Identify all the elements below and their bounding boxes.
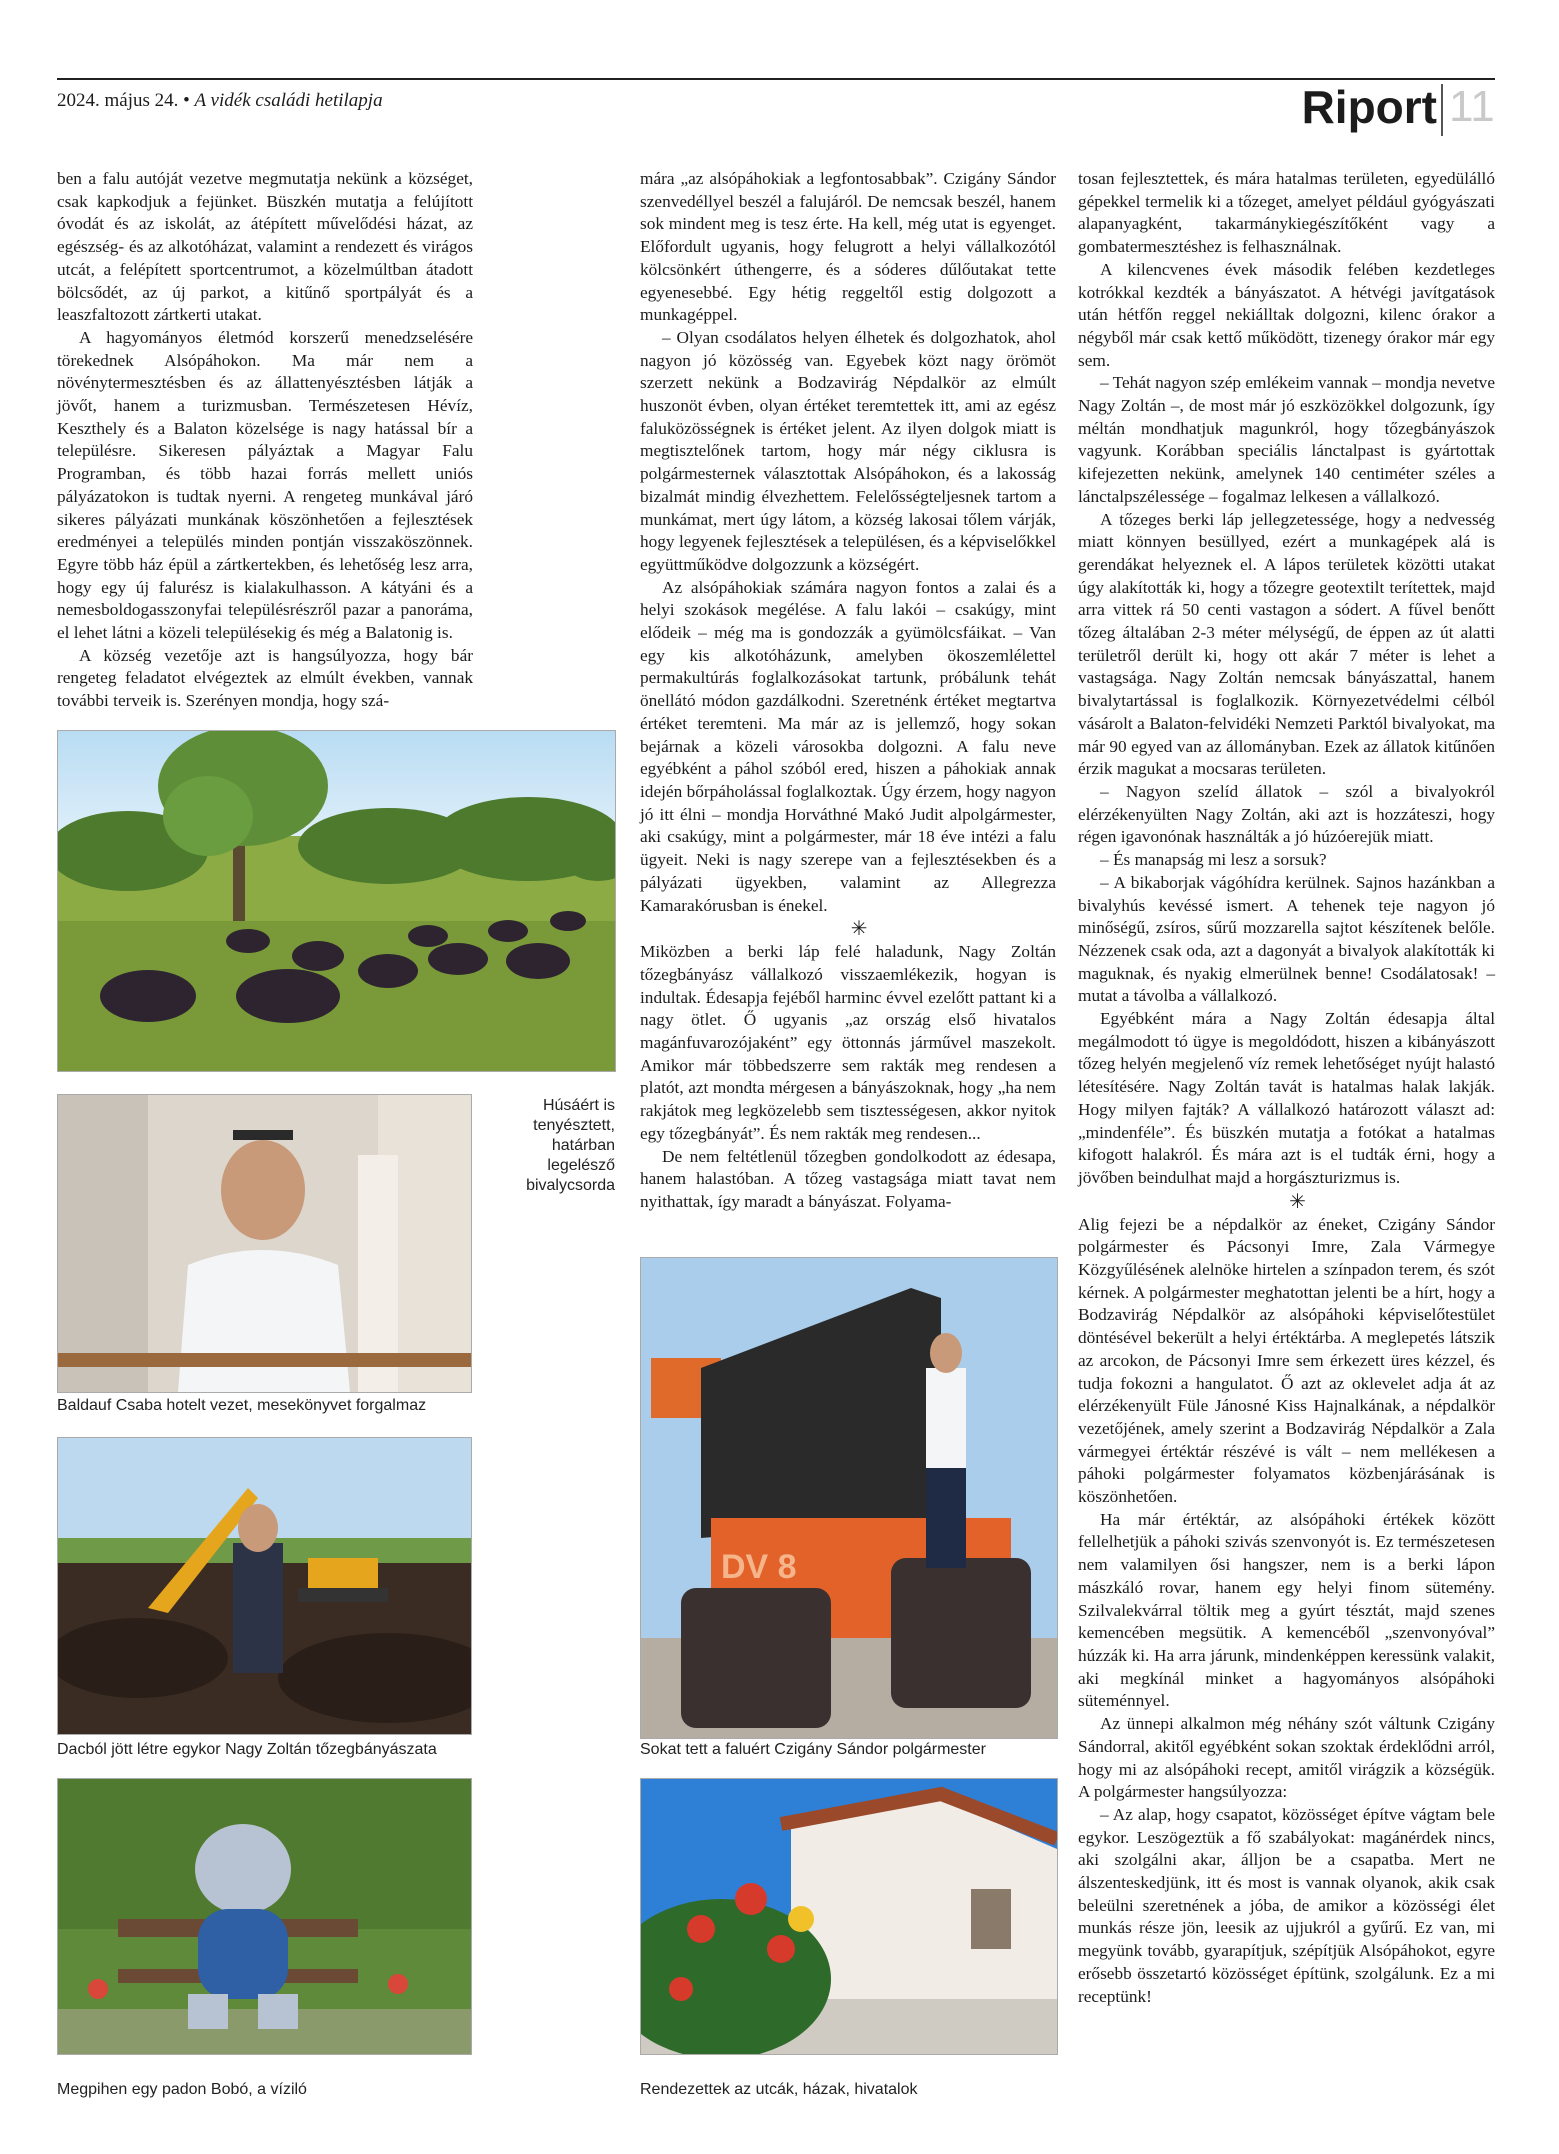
paragraph: – Tehát nagyon szép emlékeim vannak – mondja nevetve Nagy Zoltán –, de most már jó eszközökkel dolgozunk, így méltán mondhatjuk magunkról, hogy tőzegbányászok vagyunk. Korábban speciális lánctalpast is gyártottak kifejezetten nekünk, amelynek 140 centiméter széles a lánctalpszélessége – fogalmaz lelkesen a vállalkozó.	[1078, 373, 1495, 506]
section-separator-star: ✳	[850, 918, 868, 941]
road-roller-photo	[640, 1257, 1058, 1739]
paragraph: A község vezetője azt is hangsúlyozza, hogy bár rengeteg feladatot elvégeztek az elmúlt években, vannak további terveik is. Szerényen mondja, hogy szá-	[57, 645, 473, 711]
header-rule	[57, 78, 1495, 80]
paragraph: A kilencvenes évek második felében kezdetleges kotrókkal kezdték a bányászatot. A hétvégi javítgatások után hétfőn reggel nekiálltak dolgozni, kilenc órakor a négyből már csak kettő működött, tizenegy órakor már egy sem.	[1078, 259, 1495, 370]
paragraph: Miközben a berki láp felé haladunk, Nagy Zoltán tőzegbányász vállalkozó visszaemlékezik, hogyan is indultak. Édesapja fejéből harminc évvel ezelőtt pattant ki a nagy ötlet. Ő ugyanis „az ország első hivatalos magánfuvarozójaként” egy öttonnás járművel maszekolt. Amikor már többedszerre sem rakták meg rendesen a platót, azt mondta mérgesen a bányászoknak, hogy „ha nem rakjátok meg legközelebb sem tisztességesen, akkor nyitok egy tőzegbányát”. És nem rakták meg rendesen...	[640, 942, 1056, 1143]
paragraph: A tőzeges berki láp jellegzetessége, hogy a nedvesség miatt könnyen besüllyed, ezért a munkagépek alá is gerendákat helyeznek el. A lápos területek közötti utakat úgy alakították ki, hogy a tőzegre geotextilt terítettek, majd arra vittek rá 50 centi vastagon a sódert. A fűvel benőtt tőzeg általában 2-3 méter mélységű, de éppen az út alatti területről derült ki, hogy ott akár 7 méter is lehet a vastagsága. Nagy Zoltán nemcsak bányászattal, hanem bivalytartással is foglalkozik. Környezetvédelmi célból vásárolt a Balaton-felvidéki Nemzeti Parktól bivalyokat, ma már 90 egyed van az állományban. Ezek az állatok kitűnően érzik magukat a mocsaras területen.	[1078, 509, 1495, 779]
article-column-2	[640, 168, 1056, 1214]
page-number: 11	[1449, 82, 1495, 131]
paragraph: – Nagyon szelíd állatok – szól a bivalyokról elérzékenyülten Nagy Zoltán, aki azt is hozzáteszi, hogy régen igavonónak használták a jó húzóerejük miatt.	[1078, 781, 1495, 847]
bullet: •	[183, 90, 190, 111]
roller-brand-text: DV 8	[721, 1548, 797, 1586]
paragraph: A hagyományos életmód korszerű menedzselésére törekednek Alsópáhokon. Ma már nem a növénytermesztésben és az állattenyésztésben látják a jövőt, hanem a turizmusban. Természetesen Hévíz, Keszthely és a Balaton közelsége is nagy hatással bír a településre. Sikeresen pályáztak a Magyar Falu Programban, és több hazai forrás mellett uniós pályázatokon is tudtak nyerni. A rengeteg munkával járó sikeres pályázati munkának köszönhetően a fejlesztések eredményei a település minden pontján visszaköszönnek. Egyre több ház épül a zártkertekben, és lehetőség lesz arra, hogy egy új falurész is kialakulhasson. A kátyáni és a nemesboldogasszonyfai településrészről pazar a panoráma, el lehet látni a közeli településekig és még a Balatonig is.	[57, 327, 473, 643]
section-title: Riport	[1301, 81, 1437, 133]
paragraph: mára „az alsópáhokiak a legfontosabbak”. Czigány Sándor szenvedéllyel beszél a falujáról. De nemcsak beszél, hanem sok mindent meg is tesz érte. Ha kell, még utat is egyenget. Előfordult ugyanis, hogy felugrott a helyi vállalkozótól kölcsönkért úthengerre, és a sóderes dűlőutakat tette egyenesebbé. Egy hétig reggeltől estig dolgozott a munkagéppel.	[640, 169, 1056, 325]
hotel-owner-photo	[57, 1094, 472, 1393]
buffalo-photo-caption: Húsáért is tenyésztett, határban legelésző bivalycsorda	[526, 1097, 615, 1194]
paragraph: Az ünnepi alkalmon még néhány szót váltunk Czigány Sándorral, akitől egyébként sokan szoktak érdeklődni arról, hogy mi az alsópáhoki recept, amitől virágzik a községük. A polgármester hangsúlyozza:	[1078, 1714, 1495, 1802]
street-flowers-photo	[640, 1778, 1058, 2055]
header-divider	[1441, 84, 1443, 136]
issue-date: 2024. május 24.	[57, 90, 179, 111]
article-column-3	[1078, 168, 1495, 2008]
paragraph: – És manapság mi lesz a sorsuk?	[1100, 850, 1327, 870]
paragraph: tosan fejlesztettek, és mára hatalmas területen, egyedülálló gépekkel termelik ki a tőzeget, amelyet például gyógyászati alapanyagként, takarmánykiegészítőként vagy a gombatermesztéshez is felhasználnak.	[1078, 169, 1495, 257]
section-separator-star: ✳	[1289, 1190, 1306, 1213]
article-column-1	[57, 168, 473, 713]
paragraph: – A bikaborjak vágóhídra kerülnek. Sajnos hazánkban a bivalyhús kevéssé ismert. A tehenek teje nagyon jó minőségű, zsíros, sűrű mozzarella sajtot készítenek belőle. Nézzenek csak oda, azt a dagonyát a bivalyok alakították ki maguknak, és nyakig elmerülnek benne! Csodálatosak! – mutat a távolba a vállalkozó.	[1078, 872, 1495, 1006]
paragraph: De nem feltétlenül tőzegben gondolkodott az édesapa, hanem halastóban. A tőzeg vastagsága miatt tavat nem nyithattak, így maradt a bányászat. Folyama-	[640, 1146, 1056, 1211]
paragraph: – Olyan csodálatos helyen élhetek és dolgozhatok, ahol nagyon jó közösség van. Egyebek közt nagy örömöt szerzett nekünk a Bodzavirág Népdalkör az elmúlt huszonöt évben, olyan értéket teremtettek itt, ami az egész faluközösségnek is értéket jelent. Az ilyen dolgok miatt is megtisztelőnek tartom, hogy már négy ciklusra is polgármesternek választottak Alsópáhokon, és a lakosság bizalmát mindig élvezhettem. Felelősségteljesnek tartom a munkámat, mert úgy látom, a község lakosai tőlem várják, hogy legyenek fejlesztések a településen, és a képviselőkkel együttműködve dolgozzunk a községért.	[640, 327, 1056, 574]
paragraph: Alig fejezi be a népdalkör az éneket, Czigány Sándor polgármester és Pácsonyi Imre, Zala Vármegye Közgyűlésének alelnöke hirtelen a színpadon terem, és szót kérnek. A polgármester meghatottan jelenti be a hírt, hogy a Bodzavirág Népdalkör az alsópáhoki képviselőtestület döntésével bekerült a helyi értéktárba. A meglepetés látszik az arcokon, de Pácsonyi Imre sem érkezett üres kézzel, és tudja fokozni a hangulatot. Ő azt az oklevelet adja át az elérzékenyült Füle Jánosné Kiss Hajnalkának, a népdalkör vezetőjének, amely szerint a Bodzavirág Népdalkör a Zala vármegyei értéktár részévé is vált – nem mellékesen a páhoki polgármester folyamatos közbenjárásának is köszönhetően.	[1078, 1214, 1495, 1507]
hippo-photo-caption: Megpihen egy padon Bobó, a víziló	[57, 2081, 307, 2098]
street-photo-caption: Rendezettek az utcák, házak, hivatalok	[640, 2081, 918, 2098]
paragraph: Ha már értéktár, az alsópáhoki értékek között fellelhetjük a páhoki szivás szenvonyót is. Ez természetesen nem valamilyen ősi hangszer, nem is a berki lápon mászkáló rovar, hanem egy helyi finom sütemény. Szilvalekvárral töltik meg a gyúrt tésztát, majd szenes kemencében megsütik. A kemencéből „szenvonyóval” húzzák ki. Ha arra járunk, mindenképpen keressünk valakit, aki megkínál minket a hagyományos alsópáhoki süteménnyel.	[1078, 1509, 1495, 1711]
buffalo-herd-photo	[57, 730, 616, 1072]
roller-photo-caption: Sokat tett a faluért Czigány Sándor polgármester	[640, 1741, 986, 1758]
hotel-photo-caption: Baldauf Csaba hotelt vezet, mesekönyvet forgalmaz	[57, 1397, 427, 1414]
publication-tagline: A vidék családi hetilapja	[194, 90, 383, 111]
paragraph: Egyébként mára a Nagy Zoltán édesapja által megálmodott tó ügye is megoldódott, hiszen a kibányászott tőzeg helyén megjelenő víz remek lehetőséget nyújt halastó létesítésére. Nagy Zoltán tavát is hatalmas halak lakják. Hogy milyen fajták? A vállalkozó határozott választ ad: „mindenféle”. És büszkén mutatja a fotókat a hatalmas kifogott halakról. És mára azt is el tudták érni, hogy a jövőben beindulhat majd a horgászturizmus is.	[1078, 1009, 1495, 1187]
paragraph: ben a falu autóját vezetve megmutatja nekünk a községet, csak kapkodjuk a fejünket. Büszkén mutatja a felújított óvodát és az iskolát, az átépített művelődési házat, az egészség- és az alkotóházat, valamint a rendezett és virágos utcát, a felépített sportcentrumot, a közelmúltban átadott bölcsődét, az új parkot, a kitűnő sportpályát és a leaszfaltozott zártkerti utakat.	[57, 169, 473, 325]
header-dateline	[57, 90, 383, 112]
excavator-photo-caption: Dacból jött létre egykor Nagy Zoltán tőzegbányászata	[57, 1741, 437, 1758]
hippo-statue-photo	[57, 1778, 472, 2055]
excavator-photo	[57, 1437, 472, 1735]
paragraph: – Az alap, hogy csapatot, közösséget építve vágtam bele egykor. Leszögeztük a fő szabályokat: magánérdek nincs, aki szolgálni akar, álljon be a csapatba. Mert ne álszenteskedjünk, itt és most is vannak olyanok, akik csak beleülni szeretnének a jóba, de amikor a közösségi élet munkás része jön, leesik az ujjukról a gyűrű. Ez van, mi megyünk tovább, gyarapítjuk, szépítjük Alsópáhokot, egyre erősebb összetartó közösséget építünk, szolgálunk. Ez a mi receptünk!	[1078, 1804, 1495, 2006]
paragraph: Az alsópáhokiak számára nagyon fontos a zalai és a helyi szokások megélése. A falu lakói – csakúgy, mint elődeik – még ma is gondozzák a gyümölcsfáikat. – Van egy kis alkotóházunk, amelyben ökoszemlélettel permakultúrás foglalkozásokat tartunk, próbálunk tehát önellátó módon gazdálkodni. Szeretnénk értéket megtartva értéket teremteni. Ma már az is jellemző, hogy sokan bejárnak a közeli városokba dolgozni. A falu neve egyébként a páhol szóból ered, hiszen a páhokiak annak idején bőrpáholással foglalkoztak. Úgy érzem, hogy nagyon jó itt élni – mondja Horváthné Makó Judit alpolgármester, aki csakúgy, mint a polgármester, már 18 éve intézi a falu ügyeit. Neki is nagy szerepe van a fejlesztésekben és a pályázati ügyekben, valamint az Allegrezza Kamarakórusban is énekel.	[640, 577, 1056, 915]
